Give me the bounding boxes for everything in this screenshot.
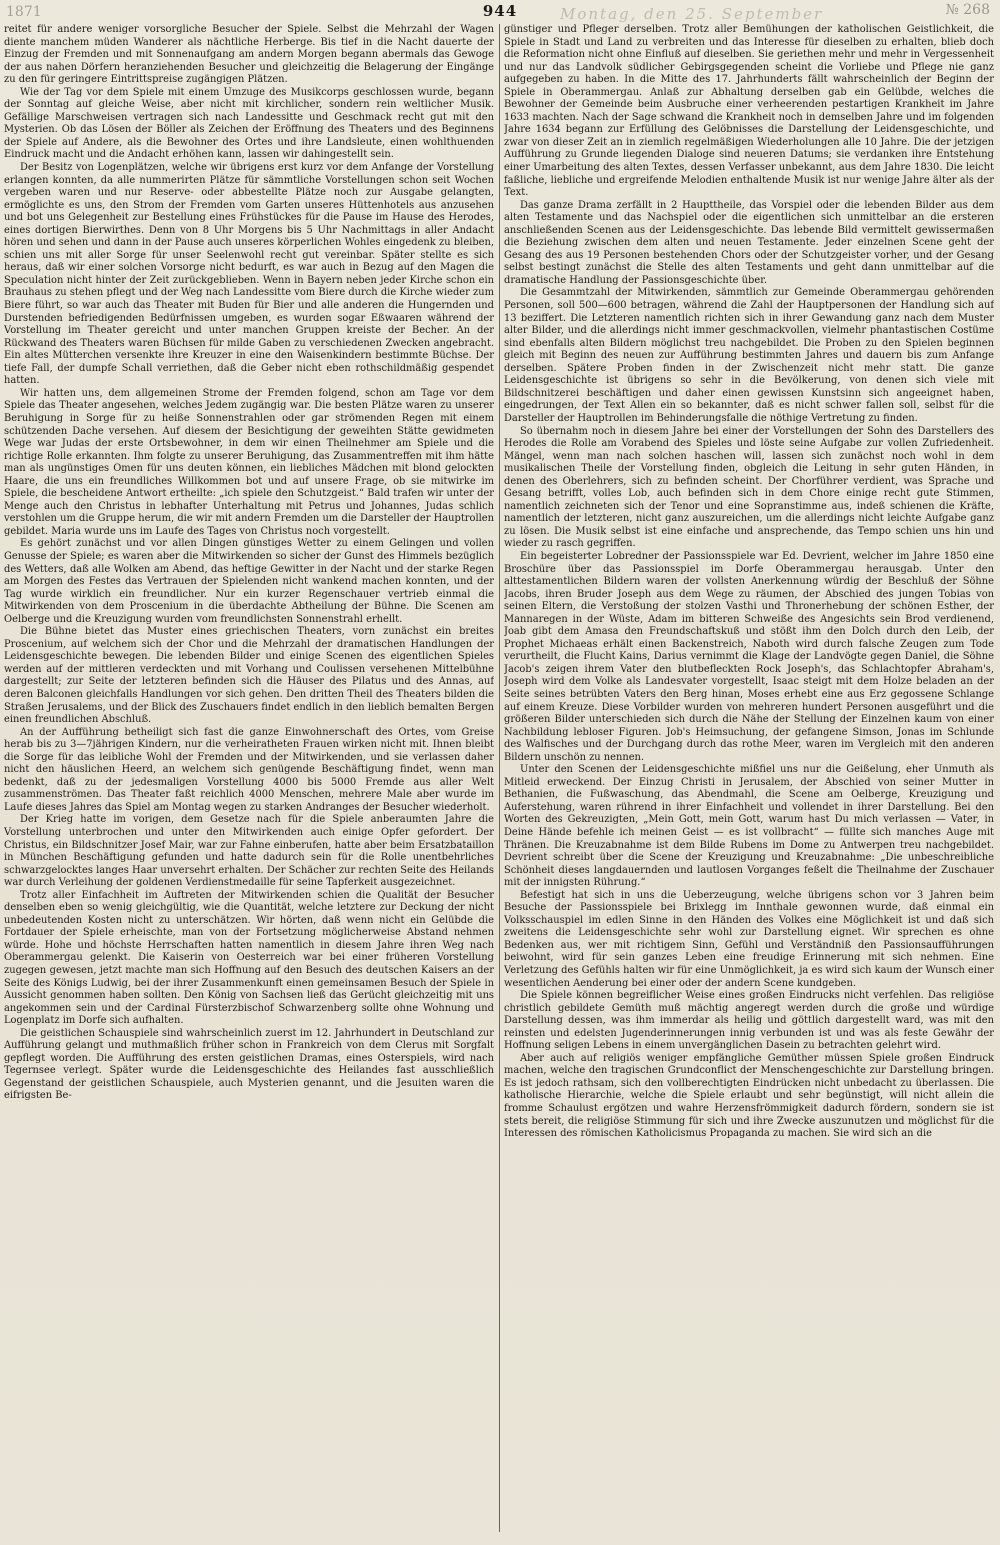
- paragraph: Ein begeisterter Lobredner der Passionsspiele war Ed. Devrient, welcher im Jahre 1850 eine Broschüre über das Passionsspiel im Dorfe Oberammergau herausgab. Unter den alttestamentlichen Bildern waren der vollsten Anerkennung würdig der Beschluß der Söhne Jacobs, ihren Bruder Joseph aus dem Wege zu räumen, der Abschied des jungen Tobias von seinen Eltern, die Verstoßung der stolzen Vasthi und Thronerhebung der schönen Esther, der Mannaregen in der Wüste, Adam im bitteren Schweiße des Angesichts sein Brod verdienend, Joab gibt dem Amasa den Freundschaftskuß und stößt ihm den Dolch durch den Leib, der Prophet Michaeas erhält einen Backenstreich, Naboth wird durch falsche Zeugen zum Tode verurtheilt, die Flucht Kains, Darius vernimmt die Klage der Landvögte gegen Daniel, die Söhne Jacob's zeigen ihrem Vater den blutbefleckten Rock Joseph's, das Schlachtopfer Abraham's, Joseph wird dem Volke als Landesvater vorgestellt, Isaac steigt mit dem Holze beladen an der Seite seines betrübten Vaters den Berg hinan, Moses erhebt eine aus Erz gegossene Schlange auf einem Kreuze. Diese Vorbilder wurden von mehreren hundert Personen ausgeführt und die größeren Bilder unterschieden sich durch die Nähe der Stellung der Einzelnen kaum von einer Nachbildung lebloser Figuren. Job's Heimsuchung, der gefangene Simson, Jonas im Schlunde des Walfisches und der Durchgang durch das rothe Meer, waren im Vergleich mit den anderen Bildern unschön zu nennen.: [504, 550, 994, 763]
- paragraph: Die Spiele können begreiflicher Weise eines großen Eindrucks nicht verfehlen. Das religiöse christlich gebildete Gemüth muß mächtig angeregt werden durch die große und würdige Darstellung dessen, was ihm immerdar als heilig und göttlich dargestellt ward, was mit den reinsten und edelsten Jugenderinnerungen innig verbunden ist und was als feste Gewähr der Hoffnung seligen Lebens in einem unvergänglichen Dasein zu betrachten gelehrt wird.: [504, 990, 994, 1052]
- paragraph: Der Krieg hatte im vorigen, dem Gesetze nach für die Spiele anberaumten Jahre die Vorstellung unterbrochen und unter den Mitwirkenden auch einige Opfer gefordert. Der Christus, ein Bildschnitzer Josef Mair, war zur Fahne einberufen, hatte aber beim Ersatzbataillon in München Beschäftigung gefunden und hatte dadurch sein für die Rolle unentbehrliches schwarzgelocktes langes Haar unversehrt erhalten. Der Schächer zur rechten Seite des Heilands war durch Verleihung der goldenen Verdienstmedaille für seine Tapferkeit ausgezeichnet.: [4, 814, 494, 889]
- paragraph: Wir hatten uns, dem allgemeinen Strome der Fremden folgend, schon am Tage vor dem Spiele das Theater angesehen, welches Jedem zugängig war. Die besten Plätze waren zu unserer Beruhigung in Sorge für zu heiße Sonnenstrahlen oder gar strömenden Regen mit einem schützenden Dache versehen. Auf diesem der Besichtigung der geweihten Stätte gewidmeten Wege war Judas der erste Ortsbewohner, in dem wir einen Theilnehmer am Spiele und die richtige Rolle erkannten. Ihm folgte zu unserer Beruhigung, das Zusammentreffen mit ihm hätte man als ungünstiges Omen für uns deuten können, ein liebliches Mädchen mit blond gelockten Haare, die uns ein freundliches Willkommen bot und auf unsere Frage, ob sie mitwirke im Spiele, die bescheidene Antwort ertheilte: „ich spiele den Schutzgeist.“ Bald trafen wir unter der Menge auch den Christus in lebhafter Unterhaltung mit Petrus und Johannes, Judas schlich verstohlen um die Gruppe herum, die wir mit andern Fremden um die Darsteller der Hauptrollen gebildet. Maria wurde uns im Laufe des Tages von Christus noch vorgestellt.: [4, 387, 494, 537]
- paragraph: Das ganze Drama zerfällt in 2 Haupttheile, das Vorspiel oder die lebenden Bilder aus dem alten Testamente und das Nachspiel oder die eigentlichen sich unmittelbar an die ersteren anschließenden Scenen aus der Leidensgeschichte. Das lebende Bild vermittelt gewissermaßen die Beziehung zwischen dem alten und neuen Testamente. Jeder einzelnen Scene geht der Gesang des aus 19 Personen bestehenden Chors oder der Schutzgeister vorher, und der Gesang selbst bestingt zunächst die Stelle des alten Testaments und geht dann unmittelbar auf die dramatische Handlung der Passionsgeschichte über.: [504, 199, 994, 286]
- paragraph: Befestigt hat sich in uns die Ueberzeugung, welche übrigens schon vor 3 Jahren beim Besuche der Passionsspiele bei Brixlegg im Innthale gewonnen wurde, daß einmal ein Volksschauspiel im edlen Sinne in den Händen des Volkes eine Möglichkeit ist und daß sich zweitens die Leidensgeschichte sehr wohl zur Darstellung eignet. Wir sprechen es ohne Bedenken aus, wer mit richtigem Sinn, Gefühl und Verständniß den Passionsaufführungen beiwohnt, wird für sein ganzes Leben eine freudige Erinnerung mit sich nehmen. Eine Verletzung des Gefühls halten wir für eine Unmöglichkeit, ja es wird sich kaum der Wunsch einer wesentlichen Aenderung bei einer oder der andern Scene kundgeben.: [504, 889, 994, 989]
- paragraph: günstiger und Pfleger derselben. Trotz aller Bemühungen der katholischen Geistlichkeit, die Spiele in Stadt und Land zu verbreiten und das Interesse für dieselben zu erhalten, blieb doch die Reformation nicht ohne Einfluß auf dieselben. Sie geriethen mehr und mehr in Vergessenheit und nur das Landvolk südlicher Gebirgsgegenden scheint die Vorliebe und Pflege nie ganz aufgegeben zu haben. In die Mitte des 17. Jahrhunderts fällt wahrscheinlich der Beginn der Spiele in Oberammergau. Anlaß zur Abhaltung derselben gab ein Gelübde, welches die Bewohner der Gemeinde beim Ausbruche einer verheerenden pestartigen Krankheit im Jahre 1633 machten. Nach der Sage schwand die Krankheit noch in demselben Jahre und im folgenden Jahre 1634 begann zur Erfüllung des Gelöbnisses die Darstellung der Leidensgeschichte, und zwar von dieser Zeit an in ziemlich regelmäßigen Wiederholungen alle 10 Jahre. Die der jetzigen Aufführung zu Grunde liegenden Dialoge sind neueren Datums; sie verdanken ihre Entstehung einer Umarbeitung des alten Textes, dessen Verfasser unbekannt, aus dem Jahre 1830. Die leicht faßliche, liebliche und ergreifende Melodien enthaltende Musik ist nur wenige Jahre älter als der Text.: [504, 24, 994, 199]
- header-issue-number: № 268: [945, 2, 990, 18]
- paragraph: Die Gesammtzahl der Mitwirkenden, sämmtlich zur Gemeinde Oberammergau gehörenden Personen, soll 500—600 betragen, während die Zahl der Hauptpersonen der Handlung sich auf 13 beziffert. Die Letzteren namentlich richten sich in ihrer Gewandung ganz nach dem Muster alter Bilder, und die allerdings nicht immer geschmackvollen, vielmehr phantastischen Costüme sind ebenfalls alten Bildern möglichst treu nachgebildet. Die Proben zu den Spielen beginnen gleich mit Beginn des neuen zur Aufführung bestimmten Jahres und dauern bis zum Anfange derselben. Spätere Proben finden in der Zwischenzeit nicht mehr statt. Die ganze Leidensgeschichte ist übrigens so sehr in die Bevölkerung, von denen sich viele mit Bildschnitzerei beschäftigen und daher einen gewissen Kunstsinn sich angeeignet haben, eingedrungen, der Text Allen ein so bekannter, daß es nicht schwer fallen soll, selbst für die Darsteller der Hauptrollen im Behinderungsfalle die nöthige Vertretung zu finden.: [504, 287, 994, 424]
- paragraph: Die Bühne bietet das Muster eines griechischen Theaters, vorn zunächst ein breites Proscenium, auf welchem sich der Chor und die Mehrzahl der dramatischen Handlungen der Leidensgeschichte bewegen. Die lebenden Bilder und einige Scenen des eigentlichen Spieles werden auf der mittleren verdeckten und mit Vorhang und Coulissen versehenen Mittelbühne dargestellt; zur Seite der letzteren befinden sich die Häuser des Pilatus und des Annas, auf deren Balconen gleichfalls Handlungen vor sich gehen. Den dritten Theil des Theaters bilden die Straßen Jerusalems, und der Blick des Zuschauers findet endlich in den lieblich bemalten Bergen einen freundlichen Abschluß.: [4, 626, 494, 726]
- paragraph: An der Aufführung betheiligt sich fast die ganze Einwohnerschaft des Ortes, vom Greise herab bis zu 3—7jährigen Kindern, nur die verheiratheten Frauen wirken nicht mit. Ihnen bleibt die Sorge für das leibliche Wohl der Fremden und der Mitwirkenden, und sie verlassen daher nicht den häuslichen Heerd, an welchem sich genügende Beschäftigung findet, wenn man bedenkt, daß zu der jedesmaligen Vorstellung 4000 bis 5000 Fremde aus aller Welt zusammenströmen. Das Theater faßt reichlich 4000 Menschen, mehrere Male aber wurde im Laufe dieses Jahres das Spiel am Montag wegen zu starken Andranges der Besucher wiederholt.: [4, 726, 494, 813]
- text-columns: [4, 24, 994, 1534]
- paragraph: Wie der Tag vor dem Spiele mit einem Umzuge des Musikcorps geschlossen wurde, begann der Sonntag auf gleiche Weise, aber nicht mit kirchlicher, sondern rein weltlicher Musik. Gefällige Marschweisen vertragen sich nach Landessitte und Geschmack recht gut mit den Mysterien. Ob das Lösen der Böller als Zeichen der Eröffnung des Theaters und des Beginnens der Spiele auf Andere, als die Bewohner des Ortes und ihre Landsleute, einen wohlthuenden Eindruck macht und die Andacht erhöhen kann, lassen wir dahingestellt sein.: [4, 86, 494, 161]
- paragraph: reitet für andere weniger vorsorgliche Besucher der Spiele. Selbst die Mehrzahl der Wagen diente manchem müden Wanderer als nächtliche Herberge. Bis tief in die Nacht dauerte der Einzug der Fremden und mit Sonnenaufgang am andern Morgen begann abermals das Gewoge der aus nahen Dörfern heranziehenden Besucher und gleichzeitig die Belagerung der Eingänge zu den für geringere Eintrittspreise zugängigen Plätzen.: [4, 24, 494, 86]
- paragraph: Es gehört zunächst und vor allen Dingen günstiges Wetter zu einem Gelingen und vollen Genusse der Spiele; es waren aber die Mitwirkenden so sicher der Gunst des Himmels bezüglich des Wetters, daß alle Wolken am Abend, das heftige Gewitter in der Nacht und der starke Regen am Morgen des Festes das Vertrauen der Spielenden nicht wankend machen konnten, und der Tag wurde wirklich ein freundlicher. Nur ein kurzer Regenschauer vertrieb einmal die Mitwirkenden von dem Proscenium in die überdachte Abtheilung der Bühne. Die Scenen am Oelberge und die Kreuzigung wurden vom freundlichsten Sonnenstrahl erhellt.: [4, 538, 494, 625]
- paragraph: Aber auch auf religiös weniger empfängliche Gemüther müssen Spiele großen Eindruck machen, welche den tragischen Grundconflict der Menschengeschichte zur Darstellung bringen. Es ist jedoch rathsam, sich den vollberechtigten Eindrücken nicht unbedacht zu überlassen. Die katholische Hierarchie, welche die Spiele erlaubt und sehr begünstigt, will nicht allein die fromme Schaulust ergötzen und wahre Herzensfrömmigkeit dadurch fördern, sondern sie ist stets bereit, die religiöse Stimmung für sich und ihre Zwecke auszunutzen und möglichst für die Interessen des römischen Katholicismus Propaganda zu machen. Sie wird sich an die: [504, 1052, 994, 1140]
- right-column: [504, 24, 994, 1534]
- page-number: 944: [482, 2, 518, 20]
- paragraph: Der Besitz von Logenplätzen, welche wir übrigens erst kurz vor dem Anfange der Vorstellung erlangen konnten, da alle nummerirten Plätze für sämmtliche Vorstellungen schon seit Wochen vergeben waren und nur Reserve- oder abbestellte Plätze noch zur Ausgabe gelangten, ermöglichte es uns, den Strom der Fremden vom Garten unseres Hüttenhotels aus anzusehen und bot uns Gelegenheit zur Bestellung eines Frühstückes für die Pause im Hause des Herodes, eines dortigen Bierwirthes. Denn von 8 Uhr Morgens bis 5 Uhr Nachmittags in aller Andacht hören und sehen und dann in der Pause auch unseres körperlichen Wohles eingedenk zu bleiben, schien uns mit aller Sorge für unser Seelenwohl recht gut vereinbar. Später stellte es sich heraus, daß wir einer solchen Vorsorge nicht bedurft, es war auch in Bezug auf den Magen die Speculation nicht hinter der Zeit zurückgeblieben. Wenn in Bayern neben jeder Kirche schon ein Brauhaus zu stehen pflegt und der Weg nach Landessitte vom Biere durch die Kirche wieder zum Biere führt, so war auch das Theater mit Buden für Bier und alle anderen die Hungernden und Durstenden befriedigenden Bedürfnissen umgeben, es wurden sogar Eßwaaren während der Vorstellung im Theater gereicht und unter manchen Gruppen kreiste der Becher. An der Rückwand des Theaters waren Büchsen für milde Gaben zu verschiedenen Zwecken angebracht. Ein altes Mütterchen versenkte ihre Kreuzer in eine den Waisenkindern bestimmte Büchse. Der tiefe Fall, der dumpfe Schall verriethen, daß die Geber nicht eben rothschildmäßig gespendet hatten.: [4, 162, 494, 387]
- paragraph: Trotz aller Einfachheit im Auftreten der Mitwirkenden schien die Qualität der Besucher denselben eben so wenig gleichgültig, wie die Quantität, welche letztere zur Deckung der nicht unbedeutenden Kosten nicht zu unterschätzen. Wir hörten, daß wenn nicht ein Gelübde die Fortdauer der Spiele erheischte, man von der Fortsetzung möglicherweise Abstand nehmen würde. Hohe und höchste Herrschaften hatten namentlich in diesem Jahre ihren Weg nach Oberammergau gelenkt. Die Kaiserin von Oesterreich war bei einer früheren Vorstellung zugegen gewesen, jetzt machte man sich Hoffnung auf den Besuch des deutschen Kaisers an der Seite des Königs Ludwig, bei der ihrer Zusammenkunft einen gemeinsamen Besuch der Spiele in Aussicht genommen haben sollten. Den König von Sachsen ließ das Gerücht gleichzeitig mit uns angekommen sein und der Cardinal Fürsterzbischof Schwarzenberg sollte ohne Wohnung und Logenplatz im Dorfe sich aufhalten.: [4, 889, 494, 1027]
- left-column: [4, 24, 494, 1534]
- page-header: [0, 0, 1000, 26]
- header-date-bleedthrough: Montag, den 25. September: [560, 5, 824, 23]
- paragraph: Die geistlichen Schauspiele sind wahrscheinlich zuerst im 12. Jahrhundert in Deutschland zur Aufführung gelangt und muthmaßlich früher schon in Frankreich von dem Clerus mit Sorgfalt gepflegt worden. Die Aufführung des ersten geistlichen Dramas, eines Osterspiels, wird nach Tegernsee verlegt. Später wurde die Leidensgeschichte des Heilandes fast ausschließlich Gegenstand der geistlichen Schauspiele, auch Mysterien genannt, und die Jesuiten waren die eifrigsten Be-: [4, 1027, 494, 1102]
- paragraph: So übernahm noch in diesem Jahre bei einer der Vorstellungen der Sohn des Darstellers des Herodes die Rolle am Vorabend des Spieles und löste seine Aufgabe zur vollen Zufriedenheit. Mängel, wenn man nach solchen haschen will, lassen sich zunächst noch wohl in dem musikalischen Theile der Vorstellung finden, obgleich die Leitung in sehr guten Händen, in denen des Oberlehrers, sich zu befinden scheint. Der Chorführer verdient, was Sprache und Gesang betrifft, volles Lob, auch befinden sich in dem Chore einige recht gute Stimmen, namentlich zeichneten sich der Tenor und eine Sopranstimme aus, indeß schienen die Kräfte, namentlich der letzteren, nicht ganz auszureichen, um die allerdings nicht leichte Aufgabe ganz zu lösen. Die Musik selbst ist eine einfache und ansprechende, das Tempo schien uns hin und wieder zu rasch gegriffen.: [504, 425, 994, 550]
- header-year-fragment: 1871: [6, 4, 42, 20]
- paragraph: Unter den Scenen der Leidensgeschichte mißfiel uns nur die Geißelung, eher Unmuth als Mitleid erweckend. Der Einzug Christi in Jerusalem, der Abschied von seiner Mutter in Bethanien, die Fußwaschung, das Abendmahl, die Scene am Oelberge, Kreuzigung und Auferstehung, waren rührend in ihrer Einfachheit und vollendet in ihrer Darstellung. Bei den Worten des Gekreuzigten, „Mein Gott, mein Gott, warum hast Du mich verlassen — Vater, in Deine Hände befehle ich meinen Geist — es ist vollbracht“ — füllte sich manches Auge mit Thränen. Die Kreuzabnahme ist dem Bilde Rubens im Dome zu Antwerpen treu nachgebildet. Devrient schreibt über die Scene der Kreuzigung und Kreuzabnahme: „Die unbeschreibliche Schönheit dieses langdauernden und lautlosen Vorganges feßelt die Theilnahme der Zuschauer mit der innigsten Rührung.“: [504, 764, 994, 889]
